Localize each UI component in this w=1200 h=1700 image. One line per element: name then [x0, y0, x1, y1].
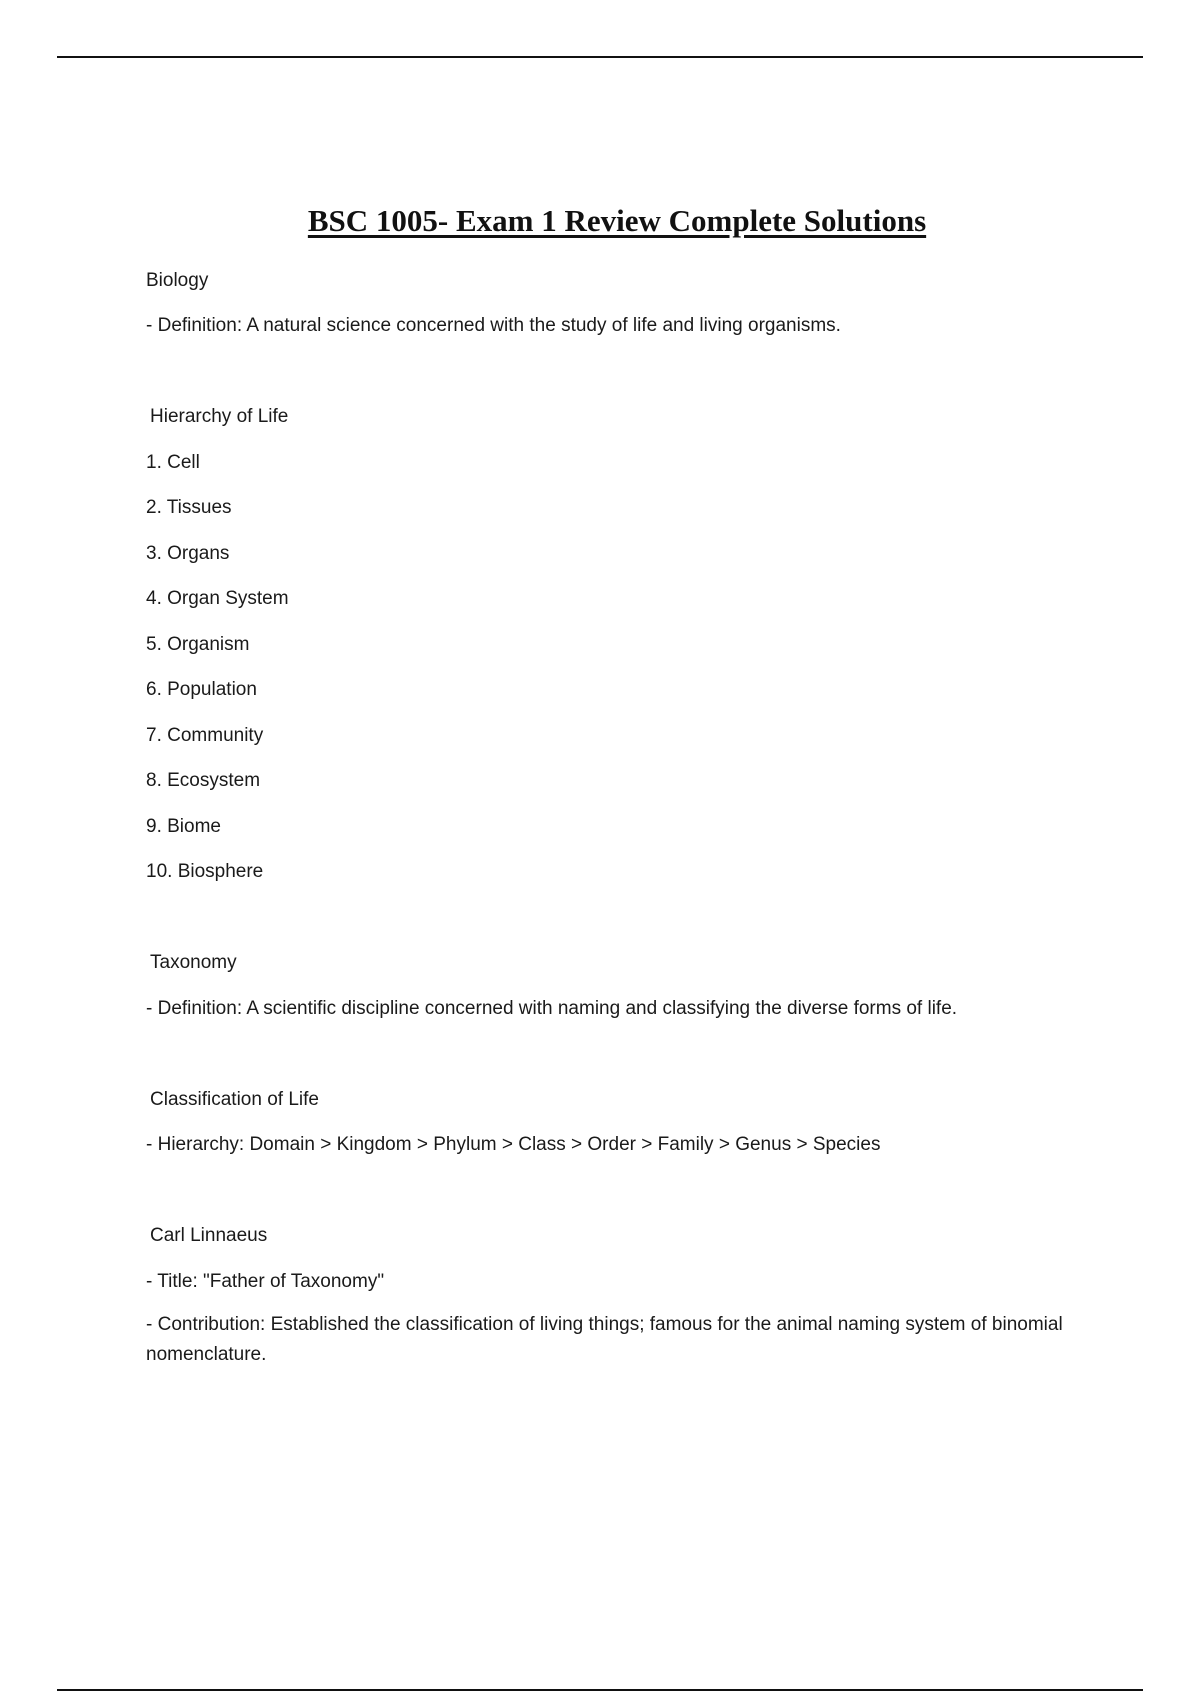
classification-hierarchy: - Hierarchy: Domain > Kingdom > Phylum > Class > Order > Family > Genus > Species	[146, 1134, 881, 1155]
hierarchy-item: 1. Cell	[146, 452, 200, 473]
linnaeus-contribution: - Contribution: Established the classification of living things; famous for the animal naming system of binomial nomenclature.	[146, 1314, 1063, 1365]
biology-heading: Biology	[146, 270, 209, 291]
hierarchy-item: 3. Organs	[146, 543, 230, 564]
hierarchy-item: 4. Organ System	[146, 588, 289, 609]
top-rule	[57, 56, 1143, 58]
hierarchy-item: 9. Biome	[146, 816, 221, 837]
hierarchy-item: 6. Population	[146, 679, 257, 700]
biology-definition: - Definition: A natural science concerned with the study of life and living organisms.	[146, 315, 841, 336]
hierarchy-item: 2. Tissues	[146, 497, 232, 518]
linnaeus-title: - Title: "Father of Taxonomy"	[146, 1271, 385, 1292]
page-title: BSC 1005- Exam 1 Review Complete Solutions	[307, 203, 927, 238]
bottom-rule	[57, 1689, 1143, 1691]
hierarchy-item: 5. Organism	[146, 634, 250, 655]
taxonomy-definition: - Definition: A scientific discipline concerned with naming and classifying the diverse forms of life.	[146, 998, 958, 1019]
hierarchy-heading: Hierarchy of Life	[150, 406, 289, 427]
taxonomy-heading: Taxonomy	[150, 952, 237, 973]
linnaeus-heading: Carl Linnaeus	[150, 1225, 268, 1246]
hierarchy-item: 8. Ecosystem	[146, 770, 261, 791]
hierarchy-item: 7. Community	[146, 725, 264, 746]
hierarchy-item: 10. Biosphere	[146, 861, 264, 882]
classification-heading: Classification of Life	[150, 1089, 319, 1110]
